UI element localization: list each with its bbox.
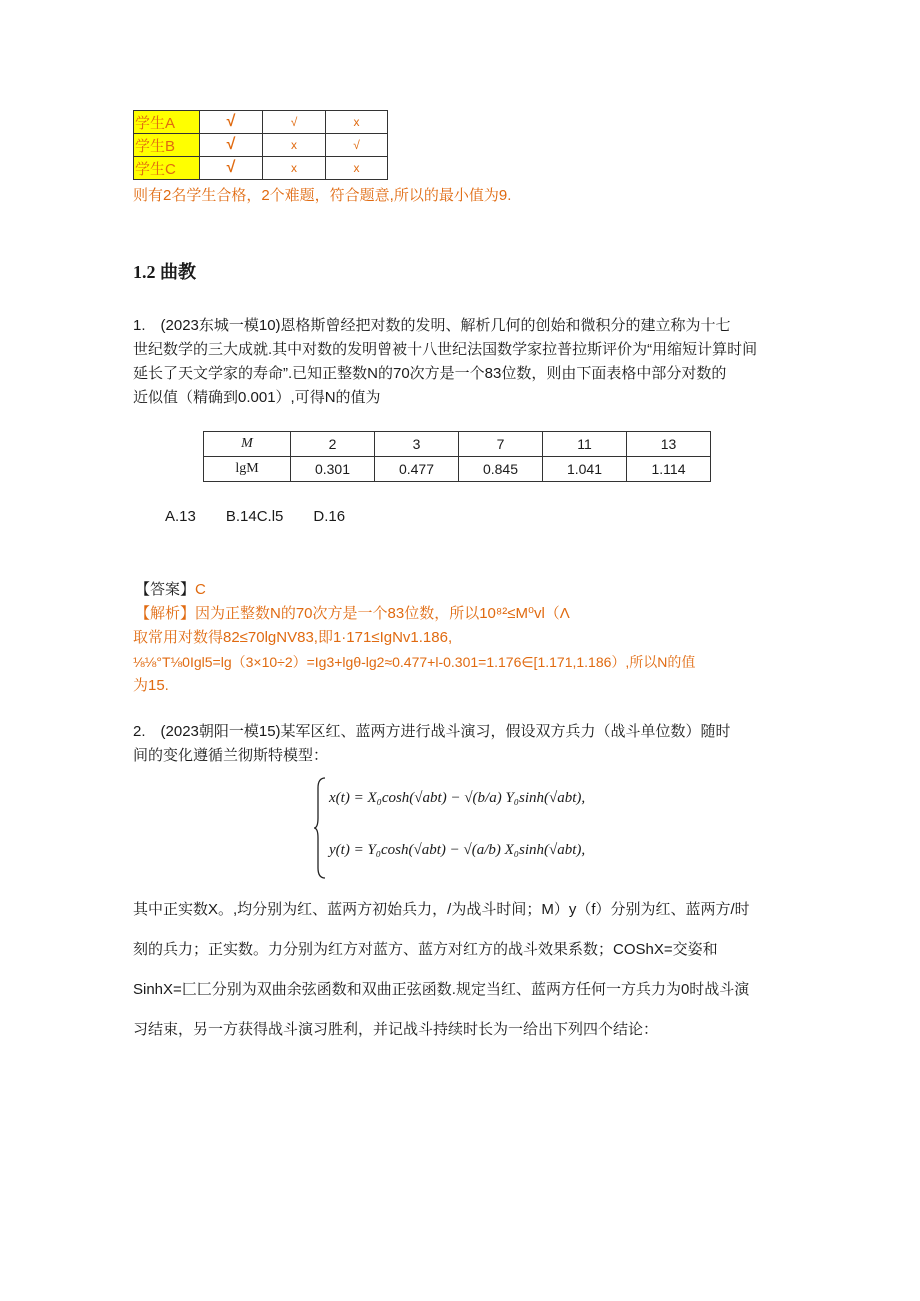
table-cell: 2 xyxy=(291,432,375,457)
log-table xyxy=(203,431,711,482)
q2-line: 习结束，另一方获得战斗演习胜利，并记战斗持续时长为一给出下列四个结论： xyxy=(133,1021,659,1038)
q2-line: 间的变化遵循兰彻斯特模型： xyxy=(133,747,329,764)
analysis-line: 【解析】因为正整数N的70次方是一个83位数，所以10⁸²≤M⁰vl（Λ xyxy=(135,605,570,622)
table-row xyxy=(204,457,711,482)
student-name: 学生B xyxy=(134,134,200,157)
table-row xyxy=(134,134,388,157)
answer-line xyxy=(135,580,206,600)
table-row xyxy=(204,432,711,457)
q1-options: A.13 B.14C.l5 D.16 xyxy=(165,508,346,525)
table-cell: 11 xyxy=(543,432,627,457)
analysis-line: 为15. xyxy=(133,677,169,694)
lanchester-formula xyxy=(313,776,601,880)
formula-y: y(t) = Y₀cosh(√abt) − √(a/b) X₀sinh(√abt), xyxy=(329,842,586,858)
table-header: lgM xyxy=(204,457,291,482)
table-cell: 7 xyxy=(459,432,543,457)
q1-line: 近似值（精确到0.001）,可得N的值为 xyxy=(133,389,381,406)
table-cell: x xyxy=(326,111,388,134)
table-cell: √ xyxy=(200,157,263,180)
table-cell: 0.301 xyxy=(291,457,375,482)
conclusion-text: 则有2名学生合格，2个难题，符合题意,所以的最小值为9. xyxy=(133,187,512,204)
q1-line: 世纪数学的三大成就.其中对数的发明曾被十八世纪法国数学家拉普拉斯评价为“用缩短计算时间 xyxy=(133,341,758,358)
q2-line: 其中正实数X。,均分别为红、蓝两方初始兵力，/为战斗时间；M）y（f）分别为红、蓝两方/时 xyxy=(133,901,750,918)
formula-x: x(t) = X₀cosh(√abt) − √(b/a) Y₀sinh(√abt), xyxy=(329,790,586,806)
table-cell: 0.477 xyxy=(375,457,459,482)
analysis-line: ⅛⅛°T⅛0Igl5=lg（3×10÷2）=Ig3+lgθ-lg2≈0.477+l-0.301=1.176∈[1.171,1.186）,所以N的值 xyxy=(133,654,696,670)
answer-label: 【答案】 xyxy=(135,581,196,598)
table-cell: x xyxy=(263,157,326,180)
student-table xyxy=(133,110,388,180)
q2-line: SinhX=匚匚分别为双曲余弦函数和双曲正弦函数.规定当红、蓝两方任何一方兵力为0时战斗演 xyxy=(133,981,750,998)
student-name: 学生C xyxy=(134,157,200,180)
q2-line: 2. (2023朝阳一模15)某军区红、蓝两方进行战斗演习，假设双方兵力（战斗单位数）随时 xyxy=(133,723,731,740)
q1-line: 延长了天文学家的寿命”.已知正整数N的70次方是一个83位数，则由下面表格中部分对数的 xyxy=(133,365,727,382)
brace-icon xyxy=(313,776,327,880)
table-cell: √ xyxy=(263,111,326,134)
table-cell: 13 xyxy=(627,432,711,457)
table-cell: x xyxy=(263,134,326,157)
table-cell: 3 xyxy=(375,432,459,457)
table-cell: √ xyxy=(326,134,388,157)
table-cell: √ xyxy=(200,111,263,134)
table-cell: 1.041 xyxy=(543,457,627,482)
table-cell: x xyxy=(326,157,388,180)
table-header: M xyxy=(204,432,291,457)
table-row xyxy=(134,157,388,180)
q2-line: 刻的兵力；正实数。力分别为红方对蓝方、蓝方对红方的战斗效果系数；COShX=交姿和 xyxy=(133,941,718,958)
table-cell: 0.845 xyxy=(459,457,543,482)
student-name: 学生A xyxy=(134,111,200,134)
section-heading: 1.2 曲教 xyxy=(133,262,196,282)
analysis-line: 取常用对数得82≤70lgNV83,即1·171≤IgNv1.186, xyxy=(133,629,453,646)
answer-value: C xyxy=(195,581,206,598)
table-cell: √ xyxy=(200,134,263,157)
table-row xyxy=(134,111,388,134)
q1-line: 1. (2023东城一模10)恩格斯曾经把对数的发明、解析几何的创始和微积分的建立称为十七 xyxy=(133,317,731,334)
table-cell: 1.114 xyxy=(627,457,711,482)
